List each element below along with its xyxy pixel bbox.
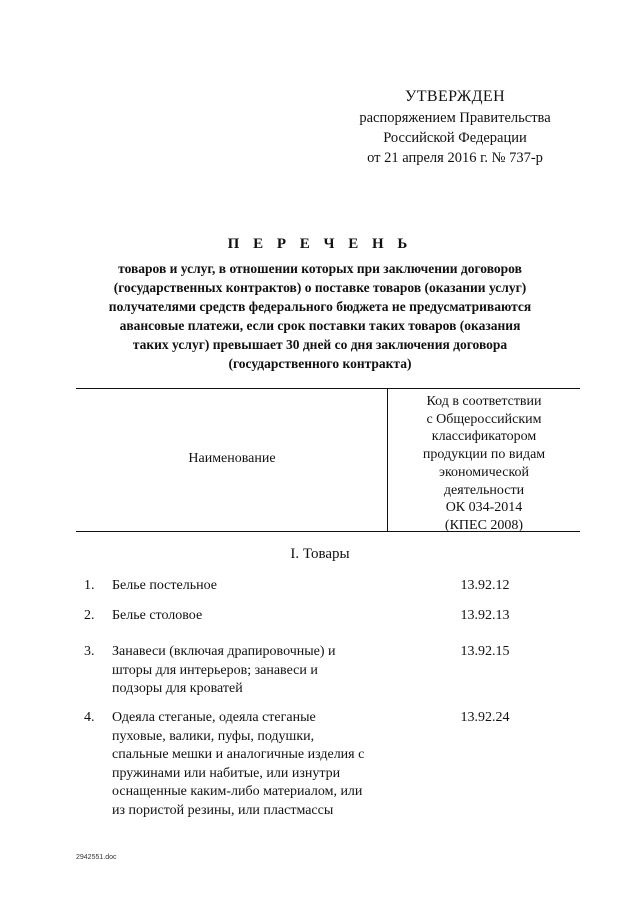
approval-line-3: от 21 апреля 2016 г. № 737-р [367, 150, 543, 166]
row-name-line: пуховые, валики, пуфы, подушки, [112, 728, 315, 744]
row-name [112, 709, 402, 820]
row-name [112, 577, 402, 596]
column-header-name: Наименование [188, 451, 276, 466]
document-subtitle [70, 259, 570, 373]
code-header-line: ОК 034-2014 [445, 500, 523, 516]
table-top-border [76, 388, 580, 389]
section-heading: I. Товары [290, 546, 350, 562]
code-header-line: классификатором [431, 429, 537, 445]
row-code: 13.92.12 [460, 578, 510, 593]
document-title: П Е Р Е Ч Е Н Ь [227, 236, 413, 252]
approval-line-2: Российской Федерации [383, 130, 527, 146]
row-name-line: Одеяла стеганые, одеяла стеганые [112, 710, 316, 725]
table-column-divider [387, 388, 388, 531]
row-name-line: оснащенные каким-либо материалом, или [112, 784, 363, 799]
code-header-line: экономической [438, 464, 530, 480]
row-name-line: шторы для интерьеров; занавеси и [112, 662, 318, 678]
approval-stamp [330, 86, 580, 168]
row-number: 4. [84, 710, 95, 725]
row-number: 2. [84, 608, 95, 623]
subtitle-line: таких услуг) превышает 30 дней со дня заключения договора [132, 337, 508, 352]
row-name-line: из пористой резины, или пластмассы [112, 802, 334, 818]
subtitle-line: товаров и услуг, в отношении которых при заключении договоров [118, 261, 522, 276]
row-name [112, 643, 402, 699]
code-header-line: Код в соответствии [426, 394, 542, 409]
row-name-line: подзоры для кроватей [112, 681, 243, 696]
row-name-line: Белье постельное [112, 578, 217, 593]
row-name-line: Занавеси (включая драпировочные) и [112, 644, 336, 659]
subtitle-line: получателями средств федерального бюджета не предусматриваются [108, 299, 532, 314]
subtitle-line: авансовые платежи, если срок поставки таких товаров (оказания [119, 318, 521, 333]
subtitle-line: (государственных контрактов) о поставке товаров (оказании услуг) [113, 280, 527, 295]
row-name-line: пружинами или набитые, или изнутри [112, 765, 341, 781]
approval-line-1: распоряжением Правительства [359, 110, 551, 126]
row-code: 13.92.15 [460, 644, 510, 659]
subtitle-line: (государственного контракта) [228, 356, 412, 371]
code-header-line: (КПЕС 2008) [444, 517, 524, 533]
column-header-code [389, 393, 579, 535]
row-number: 3. [84, 644, 95, 659]
code-header-line: с Общероссийским [426, 411, 542, 427]
row-code: 13.92.13 [460, 608, 510, 623]
document-file-id: 2942551.doc [76, 854, 117, 861]
row-number: 1. [84, 578, 95, 593]
row-name-line: Белье столовое [112, 608, 203, 623]
row-code: 13.92.24 [460, 710, 510, 725]
code-header-line: продукции по видам [422, 447, 546, 463]
row-name-line: спальные мешки и аналогичные изделия с [112, 747, 365, 762]
code-header-line: деятельности [443, 482, 525, 498]
row-name [112, 607, 402, 626]
approval-title: УТВЕРЖДЕН [404, 88, 506, 105]
